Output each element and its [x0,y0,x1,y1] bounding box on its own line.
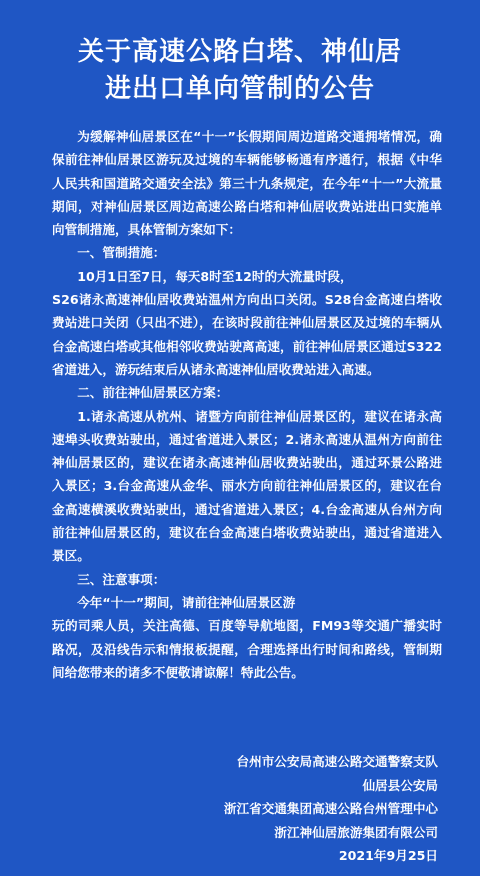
section-1-paragraph-1: 10月1日至7日，每天8时至12时的大流量时段， [77,268,353,284]
intro-paragraph: 为缓解神仙居景区在“十一”长假期间周边道路交通拥堵情况，确保前往神仙居景区游玩及过境的车辆能够畅通有序通行，根据《中华人民共和国道路交通安全法》第三十九条规定，在今年“十一”大流量期间，对神仙居景区周边高速公路白塔和神仙居收费站进出口实施单向管制措施，具体管制方案如下： [52,129,442,238]
announcement-signature [78,750,438,868]
signature-date: 2021年9月25日 [338,848,438,863]
title-line-2: 进出口单向管制的公告 [104,74,375,104]
section-1-paragraph-2: S26诸永高速神仙居收费站温州方向出口关闭。S28台金高速白塔收费站进口关闭（只出不进），在该时段前往神仙居景区及过境的车辆从台金高速白塔或其他相邻收费站驶离高速，前往神仙居景区通过S322省道进入，游玩结束后从诸永高速神仙居收费站进入高速。 [52,292,442,377]
section-3-heading: 三、注意事项： [77,571,166,587]
section-1-heading: 一、管制措施： [77,245,166,261]
signature-org-1: 台州市公安局高速公路交通警察支队 [236,754,438,769]
section-2-paragraph: 1.诸永高速从杭州、诸暨方向前往神仙居景区的，建议在诸永高速埠头收费站驶出，通过省道进入景区；2.诸永高速从温州方向前往神仙居景区的，建议在诸永高速神仙居收费站驶出，通过环景公路进入景区；3.台金高速从金华、丽水方向前往神仙居景区的，建议在台金高速横溪收费站驶出，通过省道进入景区；4.台金高速从台州方向前往神仙居景区的，建议在台金高速白塔收费站驶出，通过省道进入景区。 [52,408,443,564]
announcement-body [52,125,442,684]
section-3-paragraph-1: 今年“十一”期间，请前往神仙居景区游 [77,594,296,610]
signature-org-2: 仙居县公安局 [362,777,438,793]
section-2-heading: 二、前往神仙居景区方案： [77,385,229,401]
announcement-title [0,34,480,108]
section-3-paragraph-2: 玩的司乘人员，关注高德、百度等导航地图，FM93等交通广播实时路况，及沿线告示和情报板提醒，合理选择出行时间和路线，管制期间给您带来的诸多不便敬请谅解！特此公告。 [52,618,442,680]
signature-org-4: 浙江神仙居旅游集团有限公司 [274,824,438,840]
signature-org-3: 浙江省交通集团高速公路台州管理中心 [223,801,438,816]
title-line-1: 关于高速公路白塔、神仙居 [77,37,402,67]
